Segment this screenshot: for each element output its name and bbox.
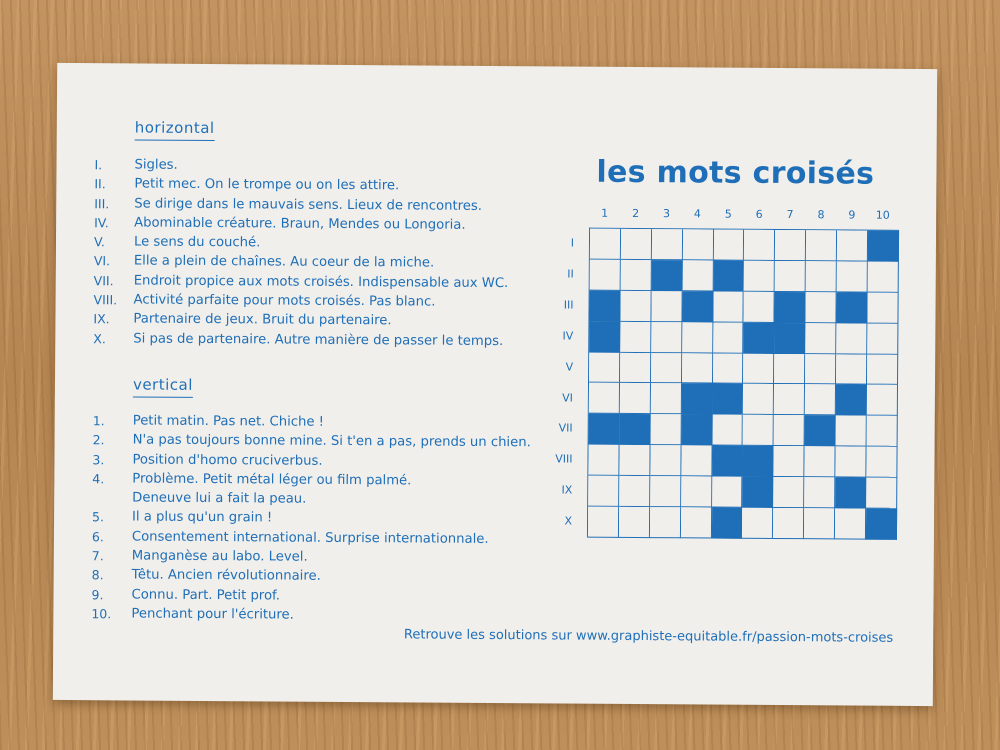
clue-text: Endroit propice aux mots croisés. Indispensable aux WC. — [133, 273, 509, 291]
grid-cell[interactable] — [588, 476, 619, 507]
grid-cell[interactable] — [713, 353, 744, 384]
clue-number: IX. — [93, 311, 110, 327]
grid-cell[interactable] — [651, 384, 682, 415]
grid-cell[interactable] — [620, 322, 651, 353]
clue-text: Sigles. — [134, 157, 178, 173]
black-cell — [589, 321, 620, 352]
clue-number: 6. — [91, 528, 104, 545]
grid-cell[interactable] — [805, 354, 836, 385]
grid-cell[interactable] — [744, 261, 775, 292]
grid-cell[interactable] — [589, 352, 620, 383]
grid-cell[interactable] — [806, 230, 837, 261]
grid-cell[interactable] — [836, 416, 867, 447]
row-numerals — [544, 227, 586, 537]
grid-cell[interactable] — [835, 447, 866, 478]
black-cell — [836, 385, 867, 416]
grid-cell[interactable] — [682, 260, 713, 291]
clue-number: 7. — [91, 548, 104, 564]
grid-cell[interactable] — [806, 261, 837, 292]
grid-cell[interactable] — [681, 476, 712, 507]
row-numeral: V — [565, 360, 574, 374]
row-numeral: III — [563, 298, 574, 312]
grid-cell[interactable] — [620, 291, 651, 322]
row-numeral: IX — [561, 483, 573, 497]
column-number: 9 — [848, 208, 856, 222]
black-cell — [866, 509, 897, 540]
grid-cell[interactable] — [774, 446, 805, 477]
grid-cell[interactable] — [713, 291, 744, 322]
row-numeral: I — [570, 236, 575, 250]
grid-cell[interactable] — [588, 507, 619, 538]
grid-cell[interactable] — [836, 323, 867, 354]
grid-cell[interactable] — [651, 291, 682, 322]
clue-text: Partenaire de jeux. Bruit du partenaire. — [133, 311, 392, 329]
vertical-clue-list — [91, 411, 531, 626]
black-cell — [775, 323, 806, 354]
column-number: 10 — [875, 208, 890, 222]
clue-number: II. — [94, 176, 106, 192]
column-number: 2 — [632, 206, 640, 221]
clue-text: Si pas de partenaire. Autre manière de passer le temps. — [133, 331, 504, 349]
clue-text: Activité parfaite pour mots croisés. Pas blanc. — [133, 292, 436, 310]
black-cell — [619, 414, 650, 445]
black-cell — [682, 291, 713, 322]
horizontal-clue — [93, 329, 508, 351]
grid-cell[interactable] — [651, 322, 682, 353]
black-cell — [744, 322, 775, 353]
grid-cell[interactable] — [744, 230, 775, 261]
clue-text: Manganèse au labo. Level. — [131, 548, 308, 565]
black-cell — [681, 415, 712, 446]
black-cell — [711, 508, 742, 539]
black-cell — [651, 260, 682, 291]
row-numeral: X — [564, 514, 573, 528]
clue-number: 9. — [91, 586, 104, 602]
clue-text: Se dirige dans le mauvais sens. Lieux de rencontres. — [134, 196, 483, 214]
grid-cell[interactable] — [650, 476, 681, 507]
black-cell — [743, 477, 774, 508]
grid-cell[interactable] — [712, 415, 743, 446]
clue-number: 4. — [92, 471, 105, 487]
clue-text: Têtu. Ancien révolutionnaire. — [131, 567, 321, 585]
clue-number: 8. — [91, 567, 104, 583]
row-numeral: IV — [562, 329, 574, 343]
grid-cell[interactable] — [837, 261, 868, 292]
clue-number: 10. — [91, 606, 112, 622]
grid-cell[interactable] — [744, 292, 775, 323]
grid-cell[interactable] — [867, 385, 898, 416]
grid-cell[interactable] — [650, 445, 681, 476]
grid-cell[interactable] — [620, 383, 651, 414]
black-cell — [835, 478, 866, 509]
grid-cell[interactable] — [683, 229, 714, 260]
clue-number: IV. — [94, 215, 109, 231]
grid-cell[interactable] — [620, 352, 651, 383]
grid-cell[interactable] — [867, 292, 898, 323]
black-cell — [681, 384, 712, 415]
clue-text: Deneuve lui a fait la peau. — [132, 490, 307, 507]
grid-cell[interactable] — [681, 446, 712, 477]
grid-cell[interactable] — [650, 414, 681, 445]
grid-cell[interactable] — [866, 478, 897, 509]
black-cell — [712, 446, 743, 477]
grid-cell[interactable] — [743, 384, 774, 415]
grid-cell[interactable] — [867, 323, 898, 354]
grid-cell[interactable] — [743, 353, 774, 384]
clue-text: Connu. Part. Petit prof. — [131, 587, 280, 604]
black-cell — [775, 292, 806, 323]
grid-cell[interactable] — [650, 507, 681, 538]
black-cell — [805, 416, 836, 447]
clue-number: 5. — [92, 509, 105, 525]
grid-cell[interactable] — [804, 477, 835, 508]
clue-number: VIII. — [93, 292, 118, 308]
grid-cell[interactable] — [619, 476, 650, 507]
clue-text: Petit mec. On le trompe ou on les attire. — [134, 176, 400, 194]
grid-cell[interactable] — [590, 229, 621, 260]
crossword-card — [53, 63, 937, 706]
grid-cell[interactable] — [773, 477, 804, 508]
clue-number: 1. — [92, 413, 105, 429]
grid-cell[interactable] — [681, 507, 712, 538]
grid-cell[interactable] — [806, 292, 837, 323]
grid-cell[interactable] — [682, 322, 713, 353]
column-number: 5 — [724, 207, 732, 221]
column-number: 7 — [786, 208, 794, 222]
clue-number: I. — [94, 157, 103, 173]
clue-number: 3. — [92, 451, 105, 467]
vertical-clue — [91, 604, 529, 626]
grid-cell[interactable] — [588, 445, 619, 476]
column-number: 3 — [662, 207, 671, 221]
clue-text: Consentement international. Surprise internationnale. — [131, 529, 489, 547]
grid-cell[interactable] — [866, 447, 897, 478]
column-number: 6 — [755, 207, 763, 221]
grid-cell[interactable] — [713, 230, 744, 261]
clue-number: III. — [94, 195, 110, 211]
row-numeral: VII — [558, 421, 573, 435]
black-cell — [589, 414, 620, 445]
black-cell — [712, 384, 743, 415]
grid-cell[interactable] — [775, 230, 806, 261]
black-cell — [589, 290, 620, 321]
column-numbers — [589, 207, 899, 225]
clue-number: V. — [93, 234, 105, 250]
grid-cell[interactable] — [652, 229, 683, 260]
grid-cell[interactable] — [621, 229, 652, 260]
clue-text: Petit matin. Pas net. Chiche ! — [132, 413, 325, 430]
grid-cell[interactable] — [774, 384, 805, 415]
clue-text: N'a pas toujours bonne mine. Si t'en a pas, prends un chien. — [132, 432, 531, 451]
clue-number: VI. — [93, 253, 111, 269]
grid-cell[interactable] — [805, 323, 836, 354]
grid-cell[interactable] — [742, 508, 773, 539]
clue-text: Elle a plein de chaînes. Au coeur de la miche. — [133, 253, 435, 272]
grid-cell[interactable] — [712, 477, 743, 508]
row-numeral: VIII — [555, 452, 573, 466]
grid-cell[interactable] — [774, 354, 805, 385]
clue-text: Problème. Petit métal léger ou film palmé. — [132, 471, 412, 489]
grid-cell[interactable] — [589, 383, 620, 414]
puzzle-title: les mots croisés — [596, 154, 875, 192]
grid-cell[interactable] — [774, 415, 805, 446]
grid-cell[interactable] — [867, 354, 898, 385]
clue-text: Penchant pour l'écriture. — [131, 606, 294, 623]
solutions-footer: Retrouve les solutions sur www.graphiste-equitable.fr/passion-mots-croises — [403, 627, 894, 646]
grid-cell[interactable] — [682, 353, 713, 384]
crossword-grid — [587, 228, 899, 540]
vertical-heading: vertical — [133, 375, 193, 397]
grid-cell[interactable] — [651, 353, 682, 384]
row-numeral: II — [567, 267, 574, 281]
black-cell — [713, 260, 744, 291]
grid-cell[interactable] — [621, 260, 652, 291]
grid-cell[interactable] — [619, 507, 650, 538]
black-cell — [868, 231, 899, 262]
clue-number: X. — [93, 330, 106, 346]
black-cell — [837, 292, 868, 323]
column-number: 4 — [693, 207, 701, 221]
clue-number: 2. — [92, 432, 105, 448]
grid-cell[interactable] — [867, 416, 898, 447]
clue-number: VII. — [93, 272, 114, 289]
grid-cell[interactable] — [590, 260, 621, 291]
clue-text: Il a plus qu'un grain ! — [132, 509, 273, 526]
clue-text: Abominable créature. Braun, Mendes ou Longoria. — [134, 215, 466, 233]
column-number: 8 — [817, 208, 825, 222]
black-cell — [743, 446, 774, 477]
grid-cell[interactable] — [835, 508, 866, 539]
grid-cell[interactable] — [773, 508, 804, 539]
grid-cell[interactable] — [713, 322, 744, 353]
grid-cell[interactable] — [619, 445, 650, 476]
grid-cell[interactable] — [837, 230, 868, 261]
column-number: 1 — [601, 206, 609, 220]
horizontal-clue-list — [93, 155, 509, 351]
grid-cell[interactable] — [805, 385, 836, 416]
horizontal-heading: horizontal — [135, 118, 215, 141]
row-numeral: VI — [562, 390, 573, 405]
grid-cell[interactable] — [743, 415, 774, 446]
grid-cell[interactable] — [868, 261, 899, 292]
grid-cell[interactable] — [805, 446, 836, 477]
clue-text: Position d'homo cruciverbus. — [132, 452, 323, 469]
grid-cell[interactable] — [836, 354, 867, 385]
grid-cell[interactable] — [804, 508, 835, 539]
clue-text: Le sens du couché. — [133, 234, 261, 251]
grid-cell[interactable] — [775, 261, 806, 292]
